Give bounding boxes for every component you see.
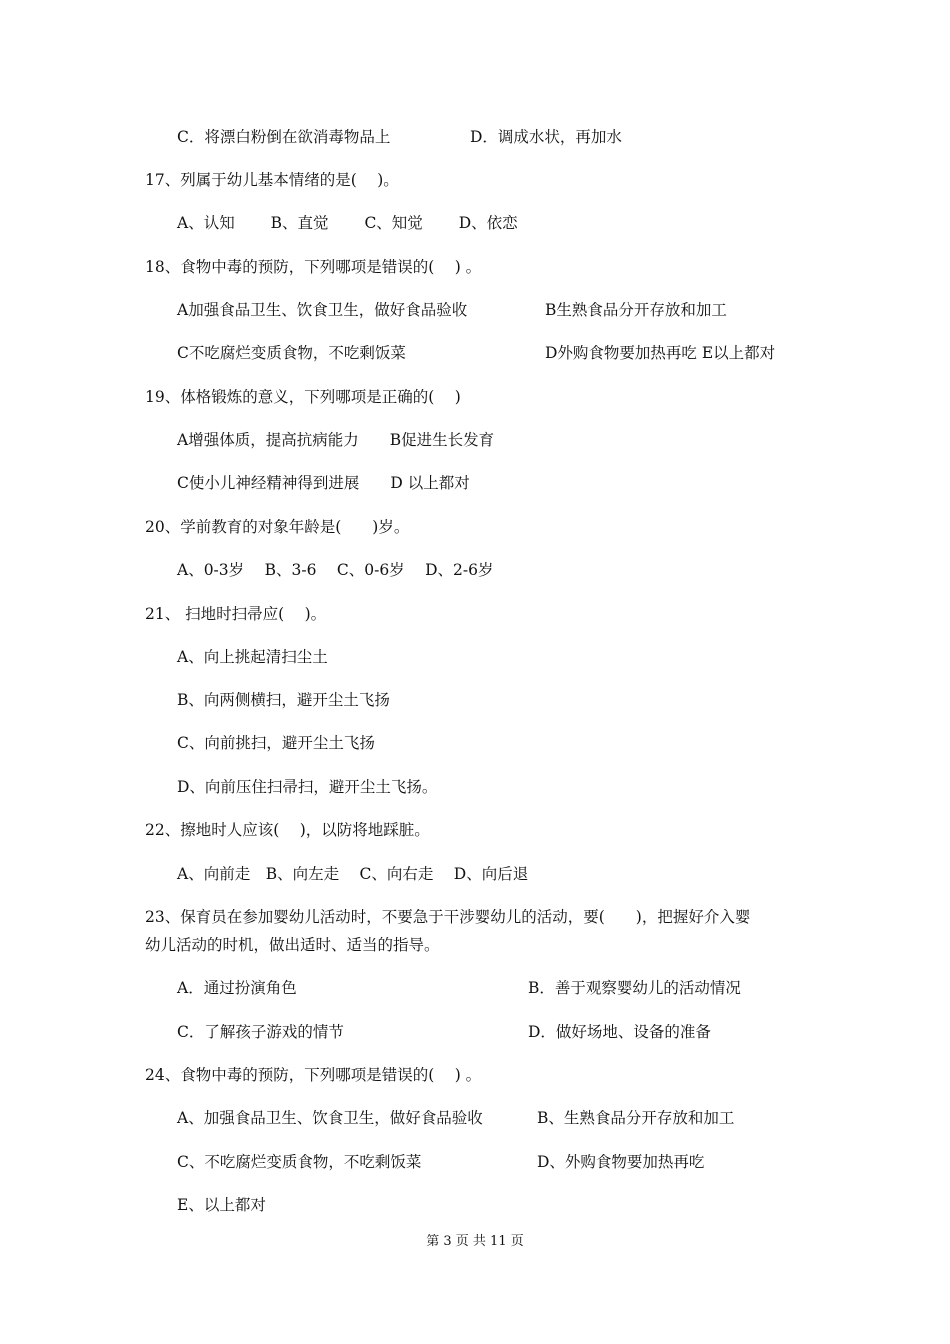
question-22: 22、擦地时人应该( )，以防将地踩脏。 [145, 821, 430, 839]
question-24-option-b: B、生熟食品分开存放和加工 [537, 1109, 735, 1127]
question-19-options-ab: A增强体质，提高抗病能力 B促进生长发育 [177, 431, 495, 449]
q16-option-d: D．调成水状，再加水 [470, 128, 622, 146]
question-24-option-e: E、以上都对 [177, 1196, 266, 1214]
question-24-option-d: D、外购食物要加热再吃 [537, 1153, 705, 1171]
question-17: 17、列属于幼儿基本情绪的是( )。 [145, 171, 399, 189]
question-24-option-a: A、加强食品卫生、饮食卫生，做好食品验收 [177, 1109, 483, 1127]
question-18-option-c: C不吃腐烂变质食物，不吃剩饭菜 [177, 344, 406, 362]
question-21: 21、 扫地时扫帚应( )。 [145, 605, 327, 623]
question-18-option-d: D外购食物要加热再吃 E以上都对 [545, 344, 776, 362]
question-18: 18、食物中毒的预防，下列哪项是错误的( ) 。 [145, 258, 482, 276]
page-footer: 第 3 页 共 11 页 [426, 1234, 524, 1249]
question-23-option-d: D．做好场地、设备的准备 [528, 1023, 711, 1041]
question-17-options: A、认知 B、直觉 C、知觉 D、依恋 [177, 214, 518, 232]
question-23-option-c: C．了解孩子游戏的情节 [177, 1023, 344, 1041]
question-22-options: A、向前走 B、向左走 C、向右走 D、向后退 [177, 865, 529, 883]
question-21-option-d: D、向前压住扫帚扫，避开尘土飞扬。 [177, 778, 438, 796]
question-24-option-c: C、不吃腐烂变质食物，不吃剩饭菜 [177, 1153, 422, 1171]
question-23-option-b: B．善于观察婴幼儿的活动情况 [528, 979, 741, 997]
question-21-option-a: A、向上挑起清扫尘土 [177, 648, 328, 666]
question-19: 19、体格锻炼的意义，下列哪项是正确的( ) [145, 388, 461, 406]
question-23: 23、保育员在参加婴幼儿活动时，不要急于干涉婴幼儿的活动，要( )，把握好介入婴 [145, 908, 751, 926]
q16-option-c: C．将漂白粉倒在欲消毒物品上 [177, 128, 391, 146]
question-20-options: A、0-3岁 B、3-6 C、0-6岁 D、2-6岁 [177, 561, 494, 579]
question-24: 24、食物中毒的预防，下列哪项是错误的( ) 。 [145, 1066, 482, 1084]
question-20: 20、学前教育的对象年龄是( )岁。 [145, 518, 410, 536]
question-18-option-b: B生熟食品分开存放和加工 [545, 301, 727, 319]
question-23-continued: 幼儿活动的时机，做出适时、适当的指导。 [145, 936, 440, 954]
question-23-option-a: A．通过扮演角色 [177, 979, 297, 997]
question-21-option-b: B、向两侧横扫，避开尘土飞扬 [177, 691, 390, 709]
question-21-option-c: C、向前挑扫，避开尘土飞扬 [177, 734, 375, 752]
question-19-options-cd: C使小儿神经精神得到进展 D 以上都对 [177, 474, 470, 492]
question-18-option-a: A加强食品卫生、饮食卫生，做好食品验收 [177, 301, 468, 319]
